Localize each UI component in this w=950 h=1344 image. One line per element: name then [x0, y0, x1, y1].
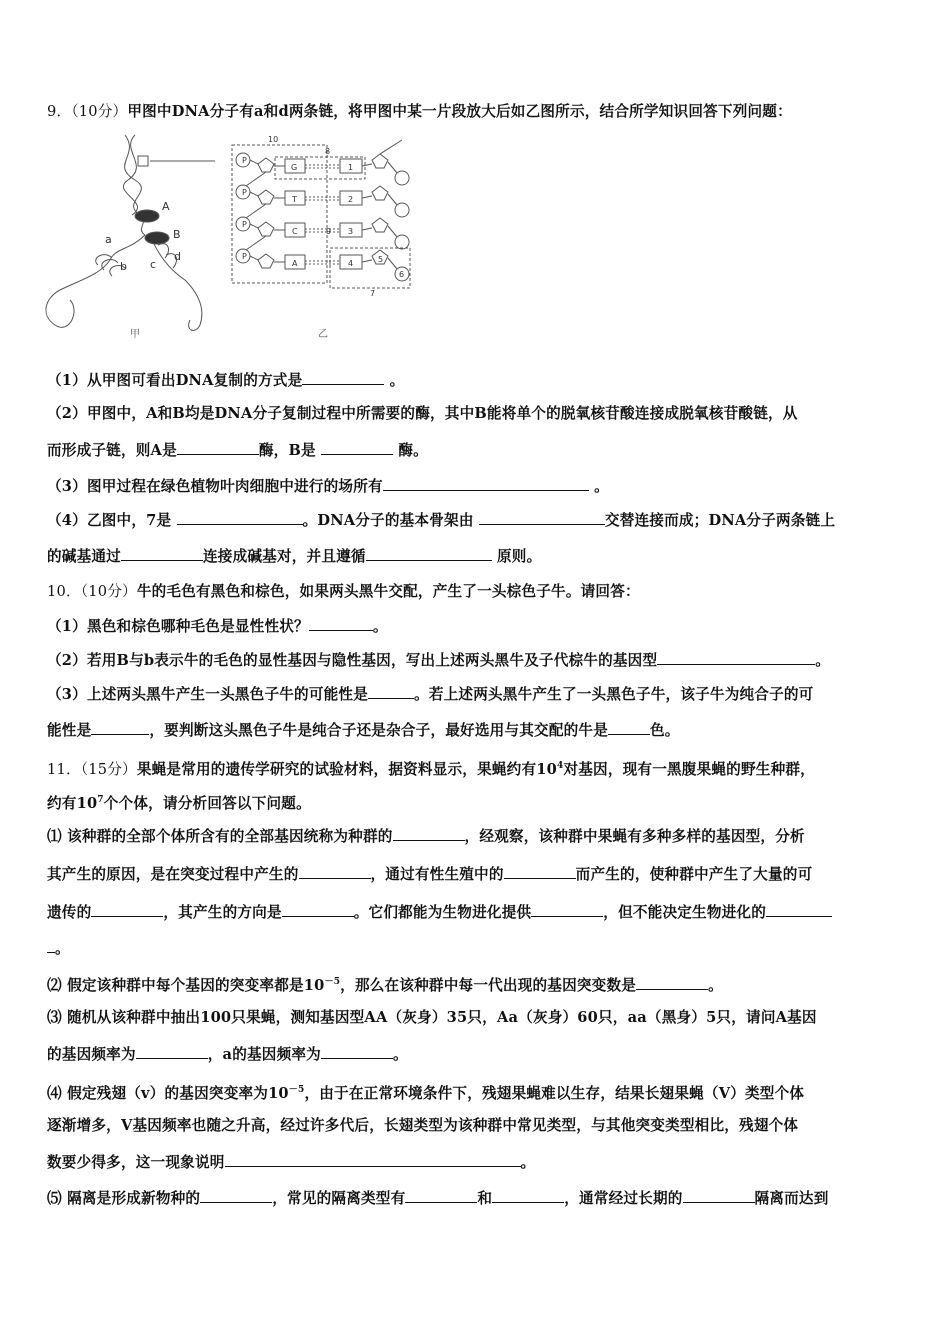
blank[interactable] [766, 902, 832, 917]
blank[interactable] [405, 1188, 477, 1203]
blank[interactable] [531, 902, 603, 917]
label-9: 9 [326, 227, 332, 236]
figure-jia [46, 135, 215, 330]
label-c: c [150, 258, 157, 271]
label-T: T [292, 195, 297, 204]
label-d: d [174, 250, 181, 263]
blank[interactable] [608, 720, 650, 735]
caption-jia: 甲 [130, 329, 140, 340]
q11-s1-line2: 其产生的原因，是在突变过程中产生的 ，通过有性生殖中的 而产生的，使种群中产生了大量的可 [47, 866, 813, 883]
label-7: 7 [370, 289, 376, 298]
blank[interactable] [366, 546, 492, 561]
q9-stem-line [47, 102, 792, 122]
label-P-1: P [242, 156, 247, 165]
q9-part4-line2: 的碱基通过 连接成碱基对，并且遵循 原则。 [47, 548, 542, 565]
q9-part2-line1: （2）甲图中，A和B均是DNA分子复制过程中所需要的酶，其中B能将单个的脱氧核苷酸连接成脱氧核苷酸链，从 [47, 405, 798, 422]
label-b: b [120, 260, 127, 273]
blank[interactable] [492, 1188, 564, 1203]
q11-s1-line3: 遗传的 ，其产生的方向是 。它们都能为生物进化提供 ，但不能决定生物进化的 [47, 902, 832, 923]
label-1: 1 [348, 163, 354, 172]
q9-part3: （3）图甲过程在绿色植物叶肉细胞中进行的场所有 。 [47, 478, 609, 495]
q10-part3-line1: （3）上述两头黑牛产生一头黑色子牛的可能性是 。若上述两头黑牛产生了一头黑色子牛，该子牛为纯合子的可 [47, 686, 814, 703]
q11-stem-line2: 约有$10^7$个个体，请分析回答以下问题。 [47, 794, 311, 812]
label-10: 10 [268, 135, 279, 144]
blank[interactable] [302, 370, 384, 385]
label-P-4: P [242, 252, 247, 261]
label-5: 5 [378, 255, 384, 264]
q11-stem-line1: 11．（15分）果蝇是常用的遗传学研究的试验材料，据资料显示，果蝇约有$10^4$对基因，现有一黑腹果蝇的野生种群， [47, 760, 815, 778]
dna-figure-svg [40, 130, 420, 345]
q9-part2-line2: 而形成子链，则A是 酶，B是 酶。 [47, 442, 428, 459]
q9-stem: 甲图中DNA分子有a和d两条链，将甲图中某一片段放大后如乙图所示，结合所学知识回答下列问题： [127, 103, 792, 120]
label-B: B [173, 228, 181, 241]
label-4: 4 [348, 259, 354, 268]
label-3: 3 [348, 227, 354, 236]
blank[interactable] [368, 684, 414, 699]
q9-part1: （1）从甲图可看出DNA复制的方式是 。 [47, 372, 405, 389]
blank[interactable] [393, 826, 465, 841]
blank[interactable] [299, 864, 371, 879]
q11-s5: ⑸ 隔离是形成新物种的 ，常见的隔离类型有 和 ，通常经过长期的 隔离而达到 [47, 1190, 829, 1207]
q11-s2: ⑵ 假定该种群中每个基因的突变率都是$10^{-5}$，那么在该种群中每一代出现的基因突变数是 。 [47, 976, 723, 994]
q9-number: 9． [47, 103, 72, 120]
q11-s3-line2: 的基因频率为 ，a的基因频率为 。 [47, 1046, 408, 1063]
blank[interactable] [321, 440, 393, 455]
figure-yi [232, 140, 410, 288]
q11-s3-line1: ⑶ 随机从该种群中抽出100只果蝇，测知基因型AA（灰身）35只，Aa（灰身）60只，aa（黑身）5只，请问A基因 [47, 1009, 817, 1026]
label-G: G [291, 163, 298, 172]
blank[interactable] [91, 902, 163, 917]
blank[interactable] [657, 650, 815, 665]
label-8: 8 [325, 147, 331, 156]
q10-stem-line: 10．（10分）牛的毛色有黑色和棕色，如果两头黑牛交配，产生了一头棕色子牛。请回答： [47, 583, 640, 600]
label-A: A [162, 200, 170, 213]
q10-part2: （2）若用B与b表示牛的毛色的显性基因与隐性基因，写出上述两头黑牛及子代棕牛的基因型 。 [47, 652, 831, 669]
q11-s4-line1: ⑷ 假定残翅（v）的基因突变率为$10^{-5}$，由于在正常环境条件下，残翅果蝇难以生存，结果长翅果蝇（V）类型个体 [47, 1084, 805, 1102]
label-P-2: P [242, 188, 247, 197]
dna-figure [40, 130, 420, 345]
blank[interactable] [321, 1044, 393, 1059]
blank[interactable] [383, 476, 589, 491]
label-a: a [105, 233, 112, 246]
blank[interactable] [309, 616, 373, 631]
label-C: C [292, 227, 298, 236]
blank[interactable] [683, 1188, 755, 1203]
label-6: 6 [399, 270, 405, 279]
label-2: 2 [348, 195, 354, 204]
q11-s1-line4: 。 [47, 938, 70, 959]
q10-part1: （1）黑色和棕色哪种毛色是显性性状？ 。 [47, 618, 388, 635]
label-P-3: P [242, 220, 247, 229]
blank[interactable] [136, 1044, 208, 1059]
blank[interactable] [225, 1152, 521, 1167]
blank[interactable] [636, 975, 708, 990]
q11-s4-line3: 数要少得多，这一现象说明 。 [47, 1154, 536, 1171]
caption-yi: 乙 [318, 329, 328, 340]
blank[interactable] [47, 938, 55, 953]
label-A-base: A [292, 259, 298, 268]
blank[interactable] [121, 546, 203, 561]
q11-s4-line2: 逐渐增多，V基因频率也随之升高，经过许多代后，长翅类型为该种群中常见类型，与其他突变类型相比，残翅个体 [47, 1117, 799, 1134]
q10-part3-line2: 能性是 ，要判断这头黑色子牛是纯合子还是杂合子，最好选用与其交配的牛是 色。 [47, 722, 680, 739]
blank[interactable] [91, 720, 149, 735]
q11-s1-line1: ⑴ 该种群的全部个体所含有的全部基因统称为种群的 ，经观察，该种群中果蝇有多种多样的基因型，分析 [47, 828, 805, 845]
blank[interactable] [200, 1188, 272, 1203]
blank[interactable] [504, 864, 576, 879]
blank[interactable] [479, 510, 605, 525]
figure-yi-labels [242, 135, 404, 298]
q9-part4-line1: （4）乙图中，7是 。DNA分子的基本骨架由 交替连接而成；DNA分子两条链上 [47, 512, 836, 529]
blank[interactable] [177, 440, 259, 455]
blank[interactable] [177, 510, 303, 525]
q9-score: （10分） [71, 103, 128, 120]
blank[interactable] [282, 902, 354, 917]
